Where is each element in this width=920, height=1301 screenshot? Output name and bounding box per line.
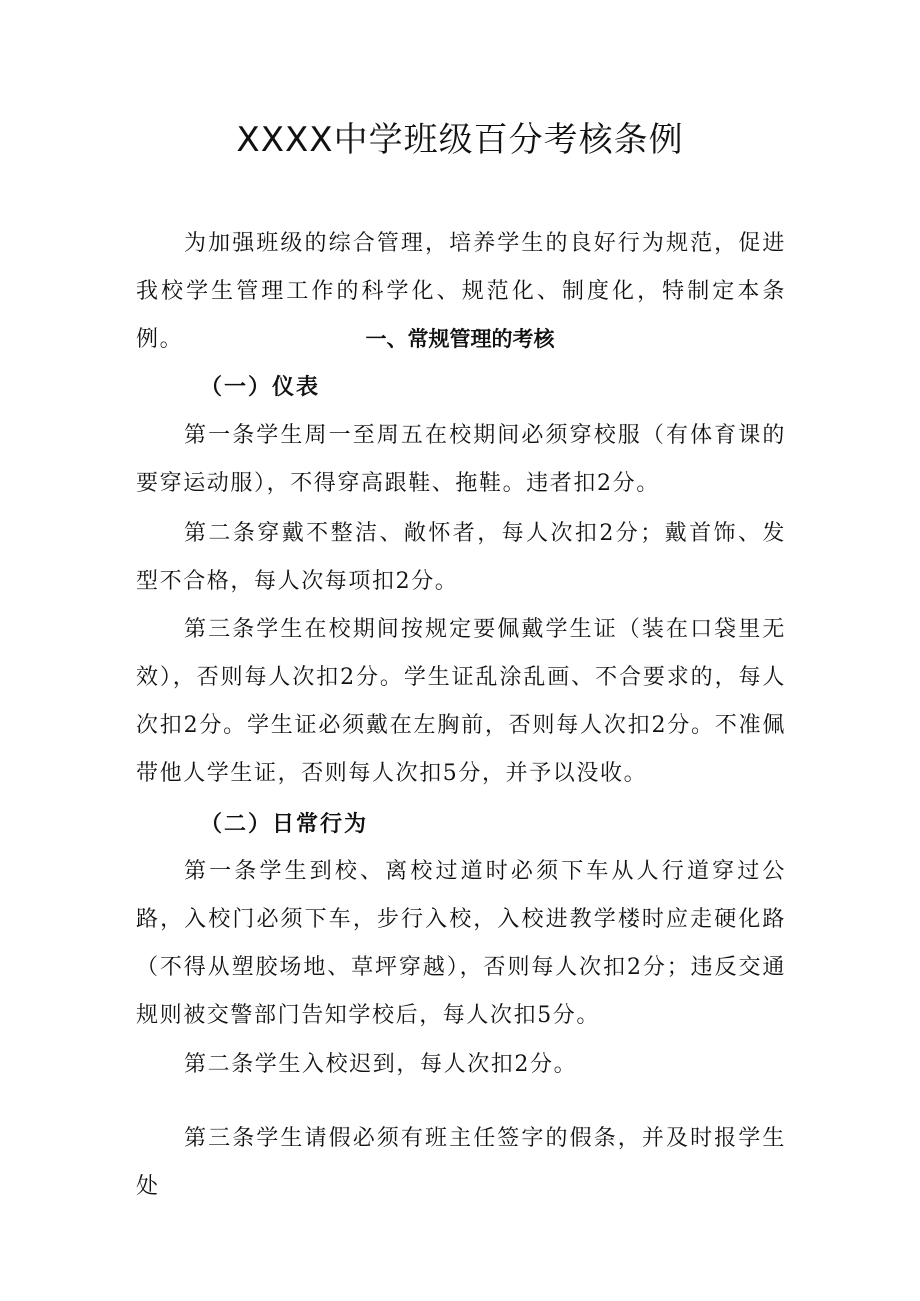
intro-paragraph: 为加强班级的综合管理，培养学生的良好行为规范，促进我校学生管理工作的科学化、规范化、制度化，特制定本条例。 bbox=[136, 231, 786, 352]
article-appearance-3: 第三条学生在校期间按规定要佩戴学生证（装在口袋里无效），否则每人次扣2分。学生证乱涂乱画、不合要求的，每人次扣2分。学生证必须戴在左胸前，否则每人次扣2分。不准佩带他人学生证，否则每人次扣5分，并予以没收。 bbox=[136, 617, 786, 786]
document-title: XXXX中学班级百分考核条例 bbox=[236, 120, 684, 160]
article-appearance-2: 第二条穿戴不整洁、敞怀者，每人次扣2分；戴首饰、发型不合格，每人次每项扣2分。 bbox=[136, 521, 786, 594]
section-heading-routine-management: 一、常规管理的考核 bbox=[365, 327, 555, 351]
article-daily-behavior-3: 第三条学生请假必须有班主任签字的假条，并及时报学生处 bbox=[136, 1126, 786, 1199]
subsection-heading-appearance: （一）仪表 bbox=[200, 374, 321, 400]
article-daily-behavior-2: 第二条学生入校迟到，每人次扣2分。 bbox=[184, 1052, 578, 1077]
article-appearance-1: 第一条学生周一至周五在校期间必须穿校服（有体育课的要穿运动服），不得穿高跟鞋、拖鞋。违者扣2分。 bbox=[136, 423, 786, 496]
article-daily-behavior-1: 第一条学生到校、离校过道时必须下车从人行道穿过公路，入校门必须下车，步行入校，入校进教学楼时应走硬化路（不得从塑胶场地、草坪穿越），否则每人次扣2分；违反交通规则被交警部门告知学校后，每人次扣5分。 bbox=[136, 859, 786, 1028]
subsection-heading-daily-behavior: （二）日常行为 bbox=[200, 811, 369, 837]
